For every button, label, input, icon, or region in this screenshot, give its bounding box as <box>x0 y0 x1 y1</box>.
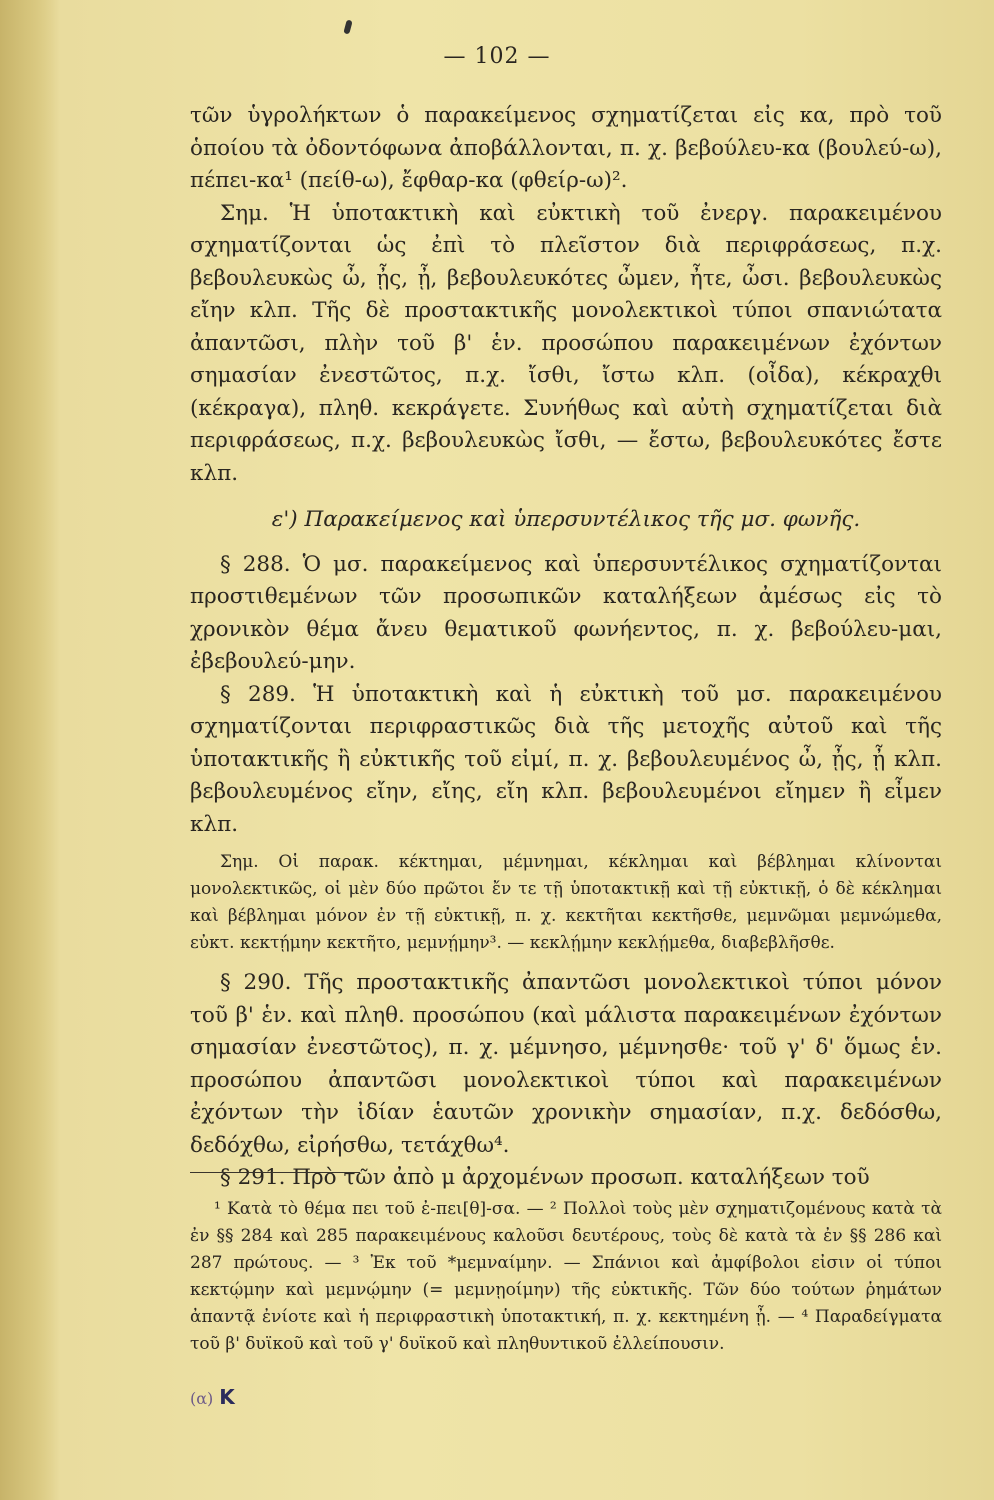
footnote-text: ¹ Κατὰ τὸ θέμα πει τοῦ ἐ-πει[θ]-σα. — ² Πολλοὶ τοὺς μὲν σχηματιζομένους κατὰ τὰ ἐν §§ 284 καὶ 285 παρακειμένους καλοῦσι δευτέρους, τοὺς δὲ κατὰ τὰ ἐν §§ 286 καὶ 287 πρώτους. — ³ Ἐκ τοῦ *μεμναίμην. — Σπάνιοι καὶ ἀμφίβολοι εἰσιν οἱ τύποι κεκτῴμην καὶ μεμνῴμην (= μεμνῃοίμην) τῆς εὐκτικῆς. Τῶν δύο τούτων ῥημάτων ἀπαντᾷ ἐνίοτε καὶ ἡ περιφραστικὴ ὑποτακτική, π. χ. κεκτημένη ᾖ. — ⁴ Παραδείγματα τοῦ β' δυϊκοῦ καὶ τοῦ γ' δυϊκοῦ καὶ πληθυντικοῦ ἐλλείπουσιν. <box>190 1199 942 1354</box>
main-text <box>190 100 942 1195</box>
paragraph: § 290. Τῆς προστακτικῆς ἀπαντῶσι μονολεκτικοὶ τύποι μόνον τοῦ β' ἑν. καὶ πληθ. προσώπου (καὶ μάλιστα παρακειμένων ἐχόντων σημασίαν ἐνεστῶτος), π. χ. μέμνησο, μέμνησθε· τοῦ γ' δ' ὅμως ἑν. προσώπου ἀπαντῶσι μονολεκτικοὶ τύποι καὶ παρακειμένων ἐχόντων τὴν ἰδίαν ἑαυτῶν χρονικὴν σημασίαν, π.χ. δεδόσθω, δεδόχθω, εἰρήσθω, τετάχθω⁴. <box>190 970 942 1158</box>
paragraph: Σημ. Ἡ ὑποτακτικὴ καὶ εὐκτικὴ τοῦ ἐνεργ. παρακειμένου σχηματίζονται ὡς ἐπὶ τὸ πλεῖστον διὰ περιφράσεως, π.χ. βεβουλευκὼς ὦ, ᾖς, ᾖ, βεβουλευκότες ὦμεν, ἦτε, ὦσι. βεβουλευκὼς εἴην κλπ. Τῆς δὲ προστακτικῆς μονολεκτικοὶ τύποι σπανιώτατα ἀπαντῶσι, πλὴν τοῦ β' ἑν. προσώπου παρακειμένων ἐχόντων σημασίαν ἐνεστῶτος, π.χ. ἴσθι, ἴστω κλπ. (οἶδα), κέκραχθι (κέκραγα), πληθ. κεκράγετε. Συνήθως καὶ αὐτὴ σχηματίζεται διὰ περιφράσεως, π.χ. βεβουλευκὼς ἴσθι, — ἔστω, βεβουλευκότες ἔστε κλπ. <box>190 200 942 486</box>
signature-text: (α) <box>190 1389 214 1408</box>
section-heading: ε') Παρακείμενος καὶ ὑπερσυντέλικος τῆς μσ. φωνῆς. <box>271 507 861 532</box>
ink-blot <box>343 19 352 34</box>
signature-mark <box>190 1385 235 1409</box>
paragraph: τῶν ὑγρολήκτων ὁ παρακείμενος σχηματίζεται εἰς κα, πρὸ τοῦ ὁποίου τὰ ὀδοντόφωνα ἀποβάλλονται, π. χ. βεβούλευ-κα (βουλεύ-ω), πέπει-κα¹ (πείθ-ω), ἔφθαρ-κα (φθείρ-ω)². <box>190 103 942 193</box>
handwritten-mark: K <box>219 1385 235 1409</box>
page-binding-shadow <box>0 0 60 1500</box>
page-number: — 102 — <box>443 44 551 69</box>
paragraph: § 289. Ἡ ὑποτακτικὴ καὶ ἡ εὐκτικὴ τοῦ μσ. παρακειμένου σχηματίζονται περιφραστικῶς διὰ τῆς μετοχῆς αὐτοῦ καὶ τῆς ὑποτακτικῆς ἢ εὐκτικῆς τοῦ εἰμί, π. χ. βεβουλευμένος ὦ, ᾖς, ᾖ κλπ. βεβουλευμένος εἴην, εἴης, εἴη κλπ. βεβουλευμένοι εἴημεν ἢ εἶμεν κλπ. <box>190 681 942 837</box>
paragraph: § 288. Ὁ μσ. παρακείμενος καὶ ὑπερσυντέλικος σχηματίζονται προστιθεμένων τῶν προσωπικῶν καταλήξεων ἀμέσως εἰς τὸ χρονικὸν θέμα ἄνευ θεματικοῦ φωνήεντος, π. χ. βεβούλευ-μαι, ἐβεβουλεύ-μην. <box>190 551 942 674</box>
paragraph: § 291. Πρὸ τῶν ἀπὸ μ ἀρχομένων προσωπ. καταλήξεων τοῦ <box>220 1165 870 1190</box>
footnotes <box>190 1196 942 1358</box>
note-paragraph: Σημ. Οἱ παρακ. κέκτημαι, μέμνημαι, κέκλημαι καὶ βέβλημαι κλίνονται μονολεκτικῶς, οἱ μὲν δύο πρῶτοι ἔν τε τῇ ὑποτακτικῇ καὶ τῇ εὐκτικῇ, ὁ δὲ κέκλημαι καὶ βέβλημαι μόνον ἐν τῇ εὐκτικῇ, π. χ. κεκτῆται κεκτῆσθε, μεμνῶμαι μεμνώμεθα, εὐκτ. κεκτῄμην κεκτῆτο, μεμνῄμην³. — κεκλῄμην κεκλῄμεθα, διαβεβλῆσθε. <box>190 852 942 953</box>
footnote-rule <box>190 1172 360 1173</box>
